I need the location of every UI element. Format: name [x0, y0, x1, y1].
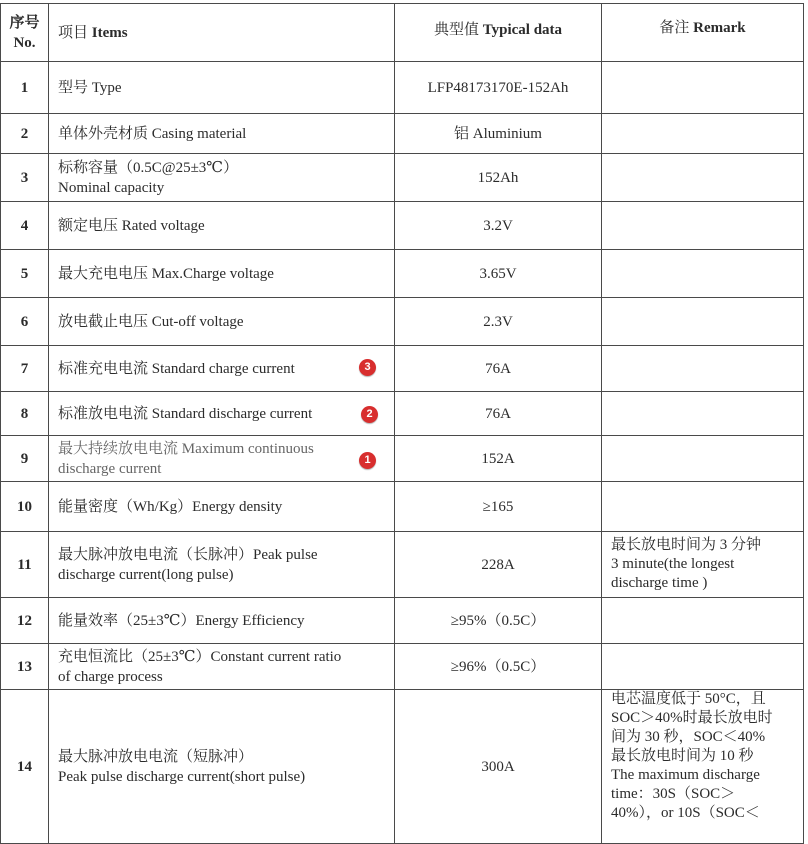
- remark-cell: [602, 532, 804, 598]
- remark-line: 最长放电时间为 3 分钟: [611, 537, 762, 553]
- value-cell: 2.3V: [395, 298, 602, 346]
- row-number: 8: [1, 392, 49, 436]
- value-cell: ≥165: [395, 482, 602, 532]
- header-items-zh: 项目: [58, 24, 89, 41]
- header-typical-en: Typical data: [482, 22, 563, 38]
- item-text-line2: Nominal capacity: [58, 179, 165, 196]
- item-text: 最大脉冲放电电流（长脉冲）Peak pulse: [58, 546, 318, 563]
- item-text-line2: discharge current: [58, 460, 162, 477]
- value-cell: 3.2V: [395, 202, 602, 250]
- remark-cell: [602, 250, 804, 298]
- value-cell: LFP48173170E-152Ah: [395, 62, 602, 114]
- item-cell: [49, 392, 395, 436]
- item-text: 型号 Type: [58, 79, 122, 96]
- item-text-line2: of charge process: [58, 668, 163, 685]
- value-cell: 152A: [395, 436, 602, 482]
- value-cell: ≥95%（0.5C）: [395, 598, 602, 644]
- item-cell: [49, 114, 395, 154]
- item-text-line2: discharge current(long pulse): [58, 566, 234, 583]
- table-row: [1, 62, 804, 114]
- item-cell: [49, 346, 395, 392]
- header-typical: [395, 4, 602, 62]
- remark-cell: [602, 392, 804, 436]
- remark-line: SOC＞40%时最长放电时: [611, 710, 773, 726]
- value-cell: 300A: [395, 690, 602, 844]
- value-cell: 铝 Aluminium: [395, 114, 602, 154]
- item-cell: [49, 154, 395, 202]
- row-number: 3: [1, 154, 49, 202]
- table-row: [1, 532, 804, 598]
- annotation-badge: 1: [359, 452, 376, 469]
- header-items-en: Items: [91, 24, 128, 41]
- header-remark: [602, 4, 804, 62]
- remark-cell: [602, 690, 804, 844]
- header-remark-zh: 备注: [659, 20, 690, 36]
- table-row: [1, 598, 804, 644]
- header-row: [1, 4, 804, 62]
- item-text: 最大充电电压 Max.Charge voltage: [58, 265, 274, 282]
- table-row: [1, 644, 804, 690]
- item-text: 充电恒流比（25±3℃）Constant current ratio: [58, 648, 342, 665]
- table-row: [1, 346, 804, 392]
- item-cell: [49, 598, 395, 644]
- row-number: 7: [1, 346, 49, 392]
- annotation-badge: 2: [361, 406, 378, 423]
- row-number: 9: [1, 436, 49, 482]
- value-cell: 3.65V: [395, 250, 602, 298]
- row-number: 4: [1, 202, 49, 250]
- remark-line: 间为 30 秒，SOC＜40%: [611, 729, 766, 745]
- item-cell: [49, 482, 395, 532]
- header-no-zh: 序号: [9, 14, 40, 31]
- item-text: 单体外壳材质 Casing material: [58, 125, 247, 142]
- item-cell: [49, 532, 395, 598]
- row-number: 2: [1, 114, 49, 154]
- remark-cell: [602, 154, 804, 202]
- table-row: [1, 250, 804, 298]
- remark-line: 电芯温度低于 50°C，且: [611, 691, 766, 707]
- remark-cell: [602, 598, 804, 644]
- spec-table: [0, 3, 804, 844]
- table-row: [1, 202, 804, 250]
- remark-cell: [602, 346, 804, 392]
- table-row: [1, 154, 804, 202]
- remark-line: time：30S（SOC＞: [611, 786, 736, 802]
- table-row: [1, 114, 804, 154]
- row-number: 5: [1, 250, 49, 298]
- table-row: [1, 482, 804, 532]
- item-cell: [49, 436, 395, 482]
- item-cell: [49, 690, 395, 844]
- item-text: 最大脉冲放电电流（短脉冲）: [58, 748, 254, 765]
- remark-line: 最长放电时间为 10 秒: [611, 748, 754, 764]
- row-number: 11: [1, 532, 49, 598]
- item-text-line2: Peak pulse discharge current(short pulse): [58, 768, 306, 785]
- remark-cell: [602, 644, 804, 690]
- table-row: [1, 690, 804, 844]
- table-row: [1, 436, 804, 482]
- value-cell: 152Ah: [395, 154, 602, 202]
- item-text: 标称容量（0.5C@25±3℃）: [58, 159, 239, 176]
- row-number: 1: [1, 62, 49, 114]
- remark-line: 3 minute(the longest: [611, 556, 735, 572]
- remark-line: 40%），or 10S（SOC＜: [611, 805, 760, 821]
- item-text: 标准放电电流 Standard discharge current: [58, 405, 313, 422]
- value-cell: 228A: [395, 532, 602, 598]
- row-number: 10: [1, 482, 49, 532]
- value-cell: 76A: [395, 392, 602, 436]
- row-number: 12: [1, 598, 49, 644]
- row-number: 6: [1, 298, 49, 346]
- item-cell: [49, 62, 395, 114]
- header-items: [49, 4, 395, 62]
- remark-line: discharge time ): [611, 575, 708, 591]
- header-typical-zh: 典型值: [433, 22, 479, 38]
- value-cell: ≥96%（0.5C）: [395, 644, 602, 690]
- table-row: [1, 298, 804, 346]
- remark-cell: [602, 62, 804, 114]
- item-text: 能量效率（25±3℃）Energy Efficiency: [58, 612, 305, 629]
- header-no-en: No.: [13, 34, 36, 51]
- row-number: 13: [1, 644, 49, 690]
- header-no: [1, 4, 49, 62]
- remark-cell: [602, 114, 804, 154]
- remark-cell: [602, 202, 804, 250]
- row-number: 14: [1, 690, 49, 844]
- table-row: [1, 392, 804, 436]
- value-cell: 76A: [395, 346, 602, 392]
- item-text: 标准充电电流 Standard charge current: [58, 360, 295, 377]
- item-cell: [49, 250, 395, 298]
- remark-line: The maximum discharge: [611, 767, 760, 783]
- annotation-badge: 3: [359, 359, 376, 376]
- header-remark-en: Remark: [693, 20, 746, 36]
- remark-cell: [602, 482, 804, 532]
- item-text: 放电截止电压 Cut-off voltage: [58, 313, 244, 330]
- item-cell: [49, 644, 395, 690]
- item-text: 最大持续放电电流 Maximum continuous: [58, 440, 314, 457]
- item-text: 额定电压 Rated voltage: [58, 217, 205, 234]
- item-cell: [49, 202, 395, 250]
- remark-cell: [602, 298, 804, 346]
- remark-cell: [602, 436, 804, 482]
- item-cell: [49, 298, 395, 346]
- item-text: 能量密度（Wh/Kg）Energy density: [58, 498, 283, 515]
